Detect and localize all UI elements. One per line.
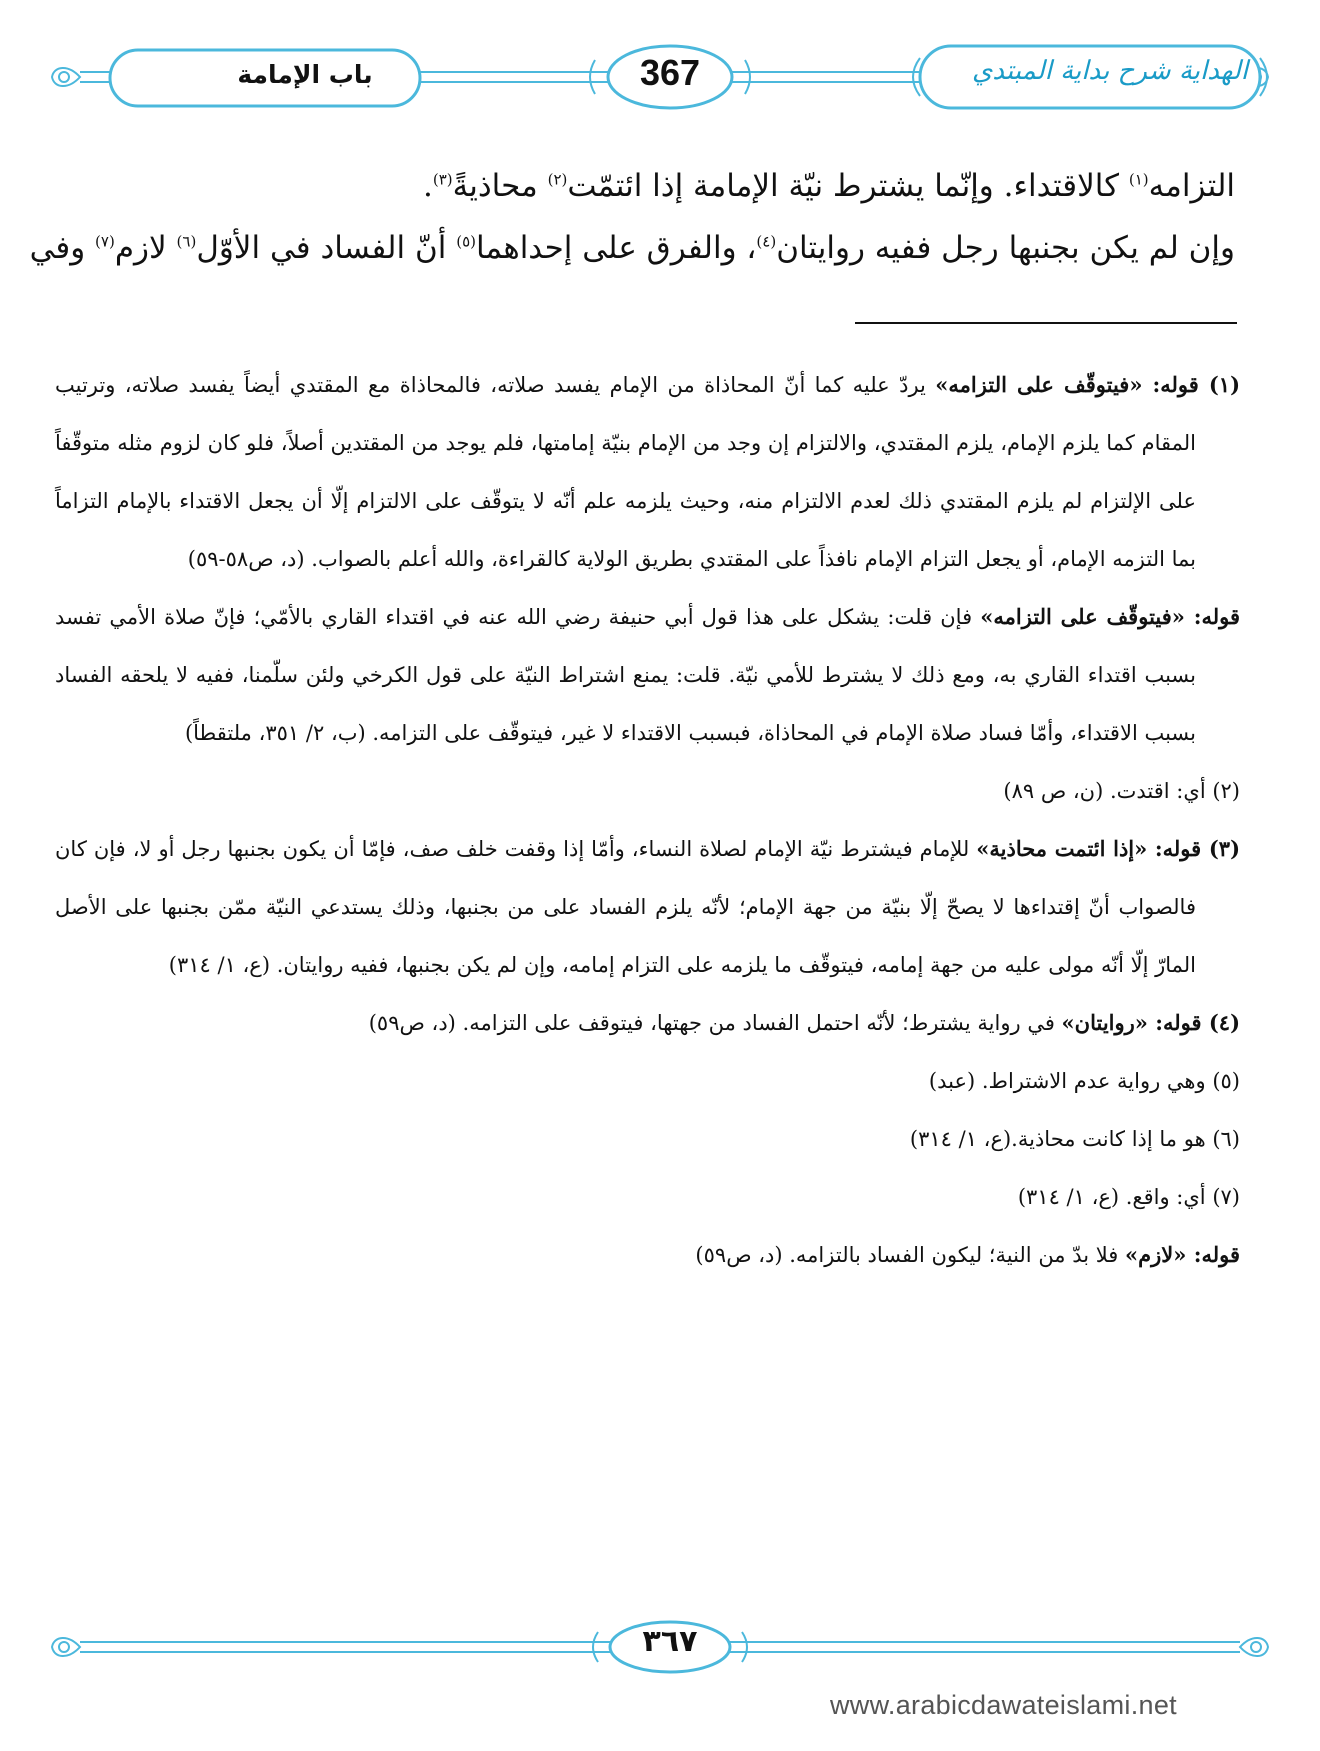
footnote (55, 1110, 1240, 1168)
footnote-separator (855, 322, 1237, 324)
footnote-text: يردّ عليه كما أنّ المحاذاة من الإمام يفسد صلاته، فالمحاذاة مع المقتدي أيضاً يفسد صلاته، وترتيب المقام كما يلزم الإمام، يلزم المقتدي، والالتزام إن وجد من الإمام بنيّة إمامتها، فلم يوجد من المقتدين أصلاً، فلو كان لزوم مثله متوقّفاً على الإلتزام لم يلزم المقتدي ذلك لعدم الالتزام منه، وحيث يلزمه علم أنّه لا يتوقّف على الالتزام إلّا أن يجعل الاقتداء بالإمام التزاماً بما التزمه الإمام، أو يجعل التزام الإمام نافذاً على المقتدي بطريق الولاية كالقراءة، والله أعلم بالصواب. (د، ص٥٨-٥٩) (55, 373, 1196, 571)
footnote (55, 994, 1240, 1052)
footnote (55, 588, 1240, 762)
footnote-lead: قوله: «لازم» (1125, 1242, 1240, 1267)
main-text-segment: ، والفرق على إحداهما (475, 230, 757, 266)
footnote-text: (٢) أي: اقتدت. (ن، ص ٨٩) (1003, 779, 1240, 803)
book-title: الهداية شرح بداية المبتدي (971, 56, 1249, 86)
footnote-text: للإمام فيشترط نيّة الإمام لصلاة النساء، وأمّا إذا وقفت خلف صف، فإمّا أن يكون بجنبها رجل أو لا، فإن كان فالصواب أنّ إقتداءها لا يصحّ إلّا بنيّة من جهة الإمام؛ لأنّه يلزم الفساد على من بجنبها، وذلك يستدعي النيّة ممّن بجنبها على الأصل المارّ إلّا أنّه مولى عليه من جهة إمامه، فيتوقّف ما يلزمه على التزام إمامه، وإن لم يكن بجنبها، ففيه روايتان. (ع، ١/ ٣١٤) (55, 837, 1196, 977)
footnote-marker: (٥) (456, 232, 476, 251)
footnote-text: فلا بدّ من النية؛ ليكون الفساد بالتزامه. (د، ص٥٩) (695, 1243, 1126, 1267)
footnote-lead: (٤) قوله: «روايتان» (1061, 1010, 1240, 1035)
footnote (55, 1168, 1240, 1226)
footnote-lead: (٣) قوله: «إذا ائتمت محاذية» (976, 836, 1240, 861)
footnote-text: في رواية يشترط؛ لأنّه احتمل الفساد من جهتها، فيتوقف على التزامه. (د، ص٥٩) (368, 1011, 1062, 1035)
main-text-segment: محاذيةً (452, 168, 548, 204)
main-text-segment: التزامه (1148, 168, 1235, 204)
main-text-segment: لازم (114, 230, 177, 266)
footnote (55, 1226, 1240, 1284)
footnote-lead: (١) قوله: «فيتوقّف على التزامه» (935, 372, 1240, 397)
main-text-segment: أنّ الفساد في الأوّل (196, 230, 457, 266)
footnote-text: (٦) هو ما إذا كانت محاذية.(ع، ١/ ٣١٤) (909, 1127, 1240, 1151)
website-watermark: www.arabicdawateislami.net (830, 1690, 1177, 1720)
footnote-text: (٥) وهي رواية عدم الاشتراط. (عبد) (928, 1069, 1240, 1093)
main-text-segment: كالاقتداء. وإنّما يشترط نيّة الإمامة إذا ائتمّت (567, 168, 1129, 204)
footnote-text: فإن قلت: يشكل على هذا قول أبي حنيفة رضي الله عنه في اقتداء القاري بالأمّي؛ فإنّ صلاة الأمي تفسد بسبب اقتداء القاري به، ومع ذلك لا يشترط للأمي نيّة. قلت: يمنع اشتراط النيّة على قول الكرخي ولئن سلّمنا، ففيه لا يلحقه الفساد بسبب الاقتداء، وأمّا فساد صلاة الإمام في المحاذاة، فبسبب الاقتداء لا غير، فيتوقّف على التزامه. (ب، ٢/ ٣٥١، ملتقطاً) (55, 605, 1196, 745)
footnote-text: (٧) أي: واقع. (ع، ١/ ٣١٤) (1017, 1185, 1240, 1209)
main-text-segment: وإن لم يكن بجنبها رجل ففيه روايتان (776, 230, 1235, 266)
footnote-marker: (٤) (756, 232, 777, 251)
page-number: 367 (639, 52, 701, 93)
main-text-line (55, 155, 1235, 217)
footnote-marker: (٧) (95, 232, 115, 251)
page-header (40, 38, 1280, 118)
footnote-marker: (٣) (432, 170, 453, 189)
footer-page-number: ٣٦٧ (642, 1624, 698, 1659)
footnotes (55, 356, 1240, 1284)
footnote-marker: (٢) (547, 170, 568, 189)
footnote (55, 1052, 1240, 1110)
main-text-segment: وفي (29, 230, 96, 266)
footnote (55, 820, 1240, 994)
footnote-lead: قوله: «فيتوقّف على التزامه» (980, 604, 1240, 629)
footnote-marker: (٦) (176, 232, 197, 251)
footnote-marker: (١) (1128, 170, 1149, 189)
footnote (55, 762, 1240, 820)
main-text-segment: . (422, 168, 433, 204)
main-text (29, 155, 1235, 279)
page-footer (40, 1618, 1280, 1678)
chapter-title: باب الإمامة (237, 60, 373, 89)
main-text-line (29, 217, 1235, 279)
footnote (55, 356, 1240, 588)
